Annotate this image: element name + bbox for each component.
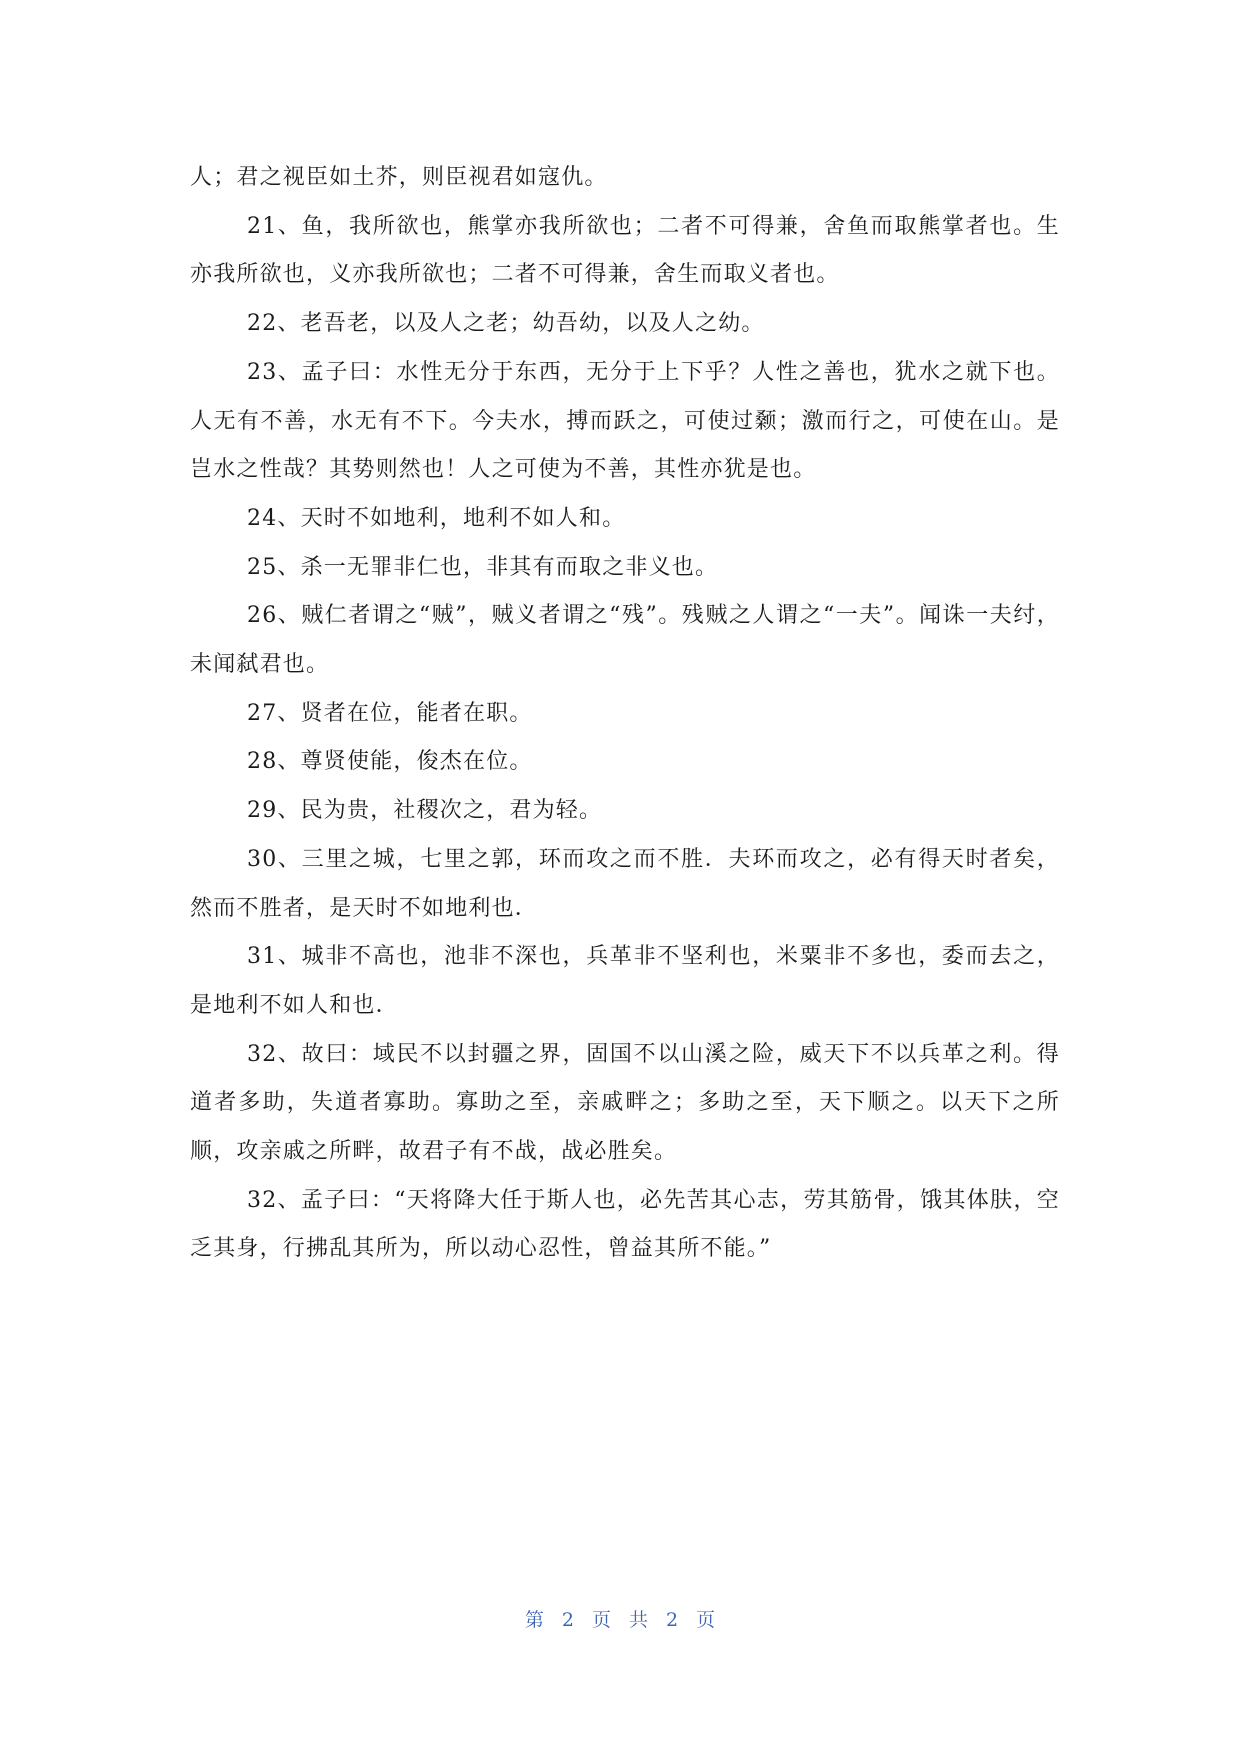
paragraph-31: 31、城非不高也，池非不深也，兵革非不坚利也，米粟非不多也，委而去之，是地利不如人和也． — [190, 944, 1060, 1018]
paragraph-27: 27、贤者在位，能者在职。 — [247, 700, 533, 726]
paragraph-21: 21、鱼，我所欲也，熊掌亦我所欲也；二者不可得兼，舍鱼而取熊掌者也。生亦我所欲也，义亦我所欲也；二者不可得兼，舍生而取义者也。 — [190, 213, 1060, 288]
paragraph-25: 25、杀一无罪非仁也，非其有而取之非义也。 — [247, 554, 719, 580]
paragraph-23: 23、孟子曰：水性无分于东西，无分于上下乎？人性之善也，犹水之就下也。人无有不善，水无有不下。今夫水，搏而跃之，可使过颡；激而行之，可使在山。是岂水之性哉？其势则然也！人之可使为不善，其性亦犹是也。 — [190, 359, 1060, 483]
document-body — [190, 154, 1060, 1274]
paragraph-24: 24、天时不如地利，地利不如人和。 — [247, 505, 626, 531]
paragraph-continuation: 人；君之视臣如土芥，则臣视君如寇仇。 — [190, 165, 608, 190]
paragraph-26: 26、贼仁者谓之“贼”，贼义者谓之“残”。残贼之人谓之“一夫”。闻诛一夫纣，未闻弑君也。 — [190, 603, 1060, 678]
paragraph-29: 29、民为贵，社稷次之，君为轻。 — [247, 798, 603, 824]
paragraph-32a: 32、故曰：域民不以封疆之界，固国不以山溪之险，威天下不以兵革之利。得道者多助，失道者寡助。寡助之至，亲戚畔之；多助之至，天下顺之。以天下之所顺，攻亲戚之所畔，故君子有不战，战必胜矣。 — [190, 1041, 1060, 1165]
paragraph-30: 30、三里之城，七里之郭，环而攻之而不胜．夫环而攻之，必有得天时者矣，然而不胜者，是天时不如地利也． — [190, 846, 1060, 921]
page-number-label: 第 2 页 共 2 页 — [524, 1609, 717, 1631]
paragraph-22: 22、老吾老，以及人之老；幼吾幼，以及人之幼。 — [247, 311, 765, 337]
page-footer — [0, 1605, 1241, 1632]
paragraph-28: 28、尊贤使能，俊杰在位。 — [247, 749, 533, 775]
paragraph-32b: 32、孟子曰：“天将降大任于斯人也，必先苦其心志，劳其筋骨，饿其体肤，空乏其身，行拂乱其所为，所以动心忍性，曾益其所不能。” — [190, 1187, 1060, 1262]
